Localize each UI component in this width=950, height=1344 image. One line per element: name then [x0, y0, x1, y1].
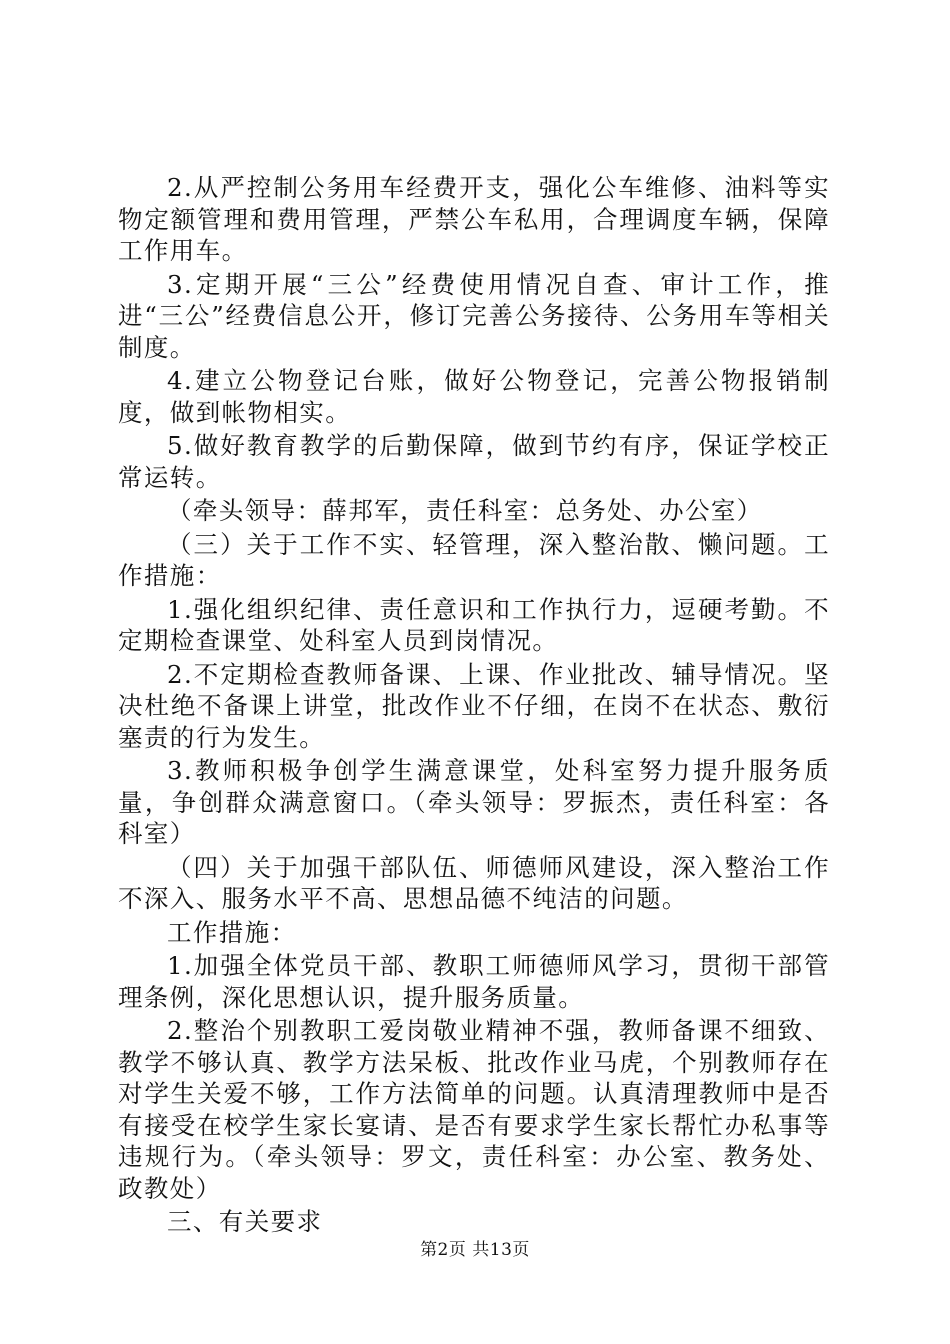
paragraph-11-measures-label: 工作措施：	[167, 917, 297, 947]
paragraph-3: 4.建立公物登记台账，做好公物登记，完善公物报销制度，做到帐物相实。	[118, 366, 830, 427]
page-number-footer: 第2页 共13页	[420, 1240, 530, 1260]
paragraph-10-section-heading: （四）关于加强干部队伍、师德师风建设，深入整治工作不深入、服务水平不高、思想品德不纯洁的问题。	[118, 852, 830, 913]
paragraph-4: 5.做好教育教学的后勤保障，做到节约有序，保证学校正常运转。	[118, 431, 830, 492]
paragraph-8: 2.不定期检查教师备课、上课、作业批改、辅导情况。坚决杜绝不备课上讲堂，批改作业不仔细，在岗不在状态、敷衍塞责的行为发生。	[118, 659, 830, 752]
paragraph-14-section-heading: 三、有关要求	[167, 1207, 323, 1236]
paragraph-6-section-heading: （三）关于工作不实、轻管理，深入整治散、懒问题。工作措施：	[118, 529, 830, 590]
paragraph-7: 1.强化组织纪律、责任意识和工作执行力，逗硬考勤。不定期检查课堂、处科室人员到岗情况。	[118, 594, 830, 655]
paragraph-13: 2.整治个别教职工爱岗敬业精神不强，教师备课不细致、教学不够认真、教学方法呆板、批改作业马虎，个别教师存在对学生关爱不够，工作方法简单的问题。认真清理教师中是否有接受在校学生家长宴请、是否有要求学生家长帮忙办私事等违规行为。（牵头领导：罗文，责任科室：办公室、教务处、政教处）	[118, 1016, 830, 1203]
paragraph-1: 2.从严控制公务用车经费开支，强化公车维修、油料等实物定额管理和费用管理，严禁公车私用，合理调度车辆，保障工作用车。	[118, 173, 830, 265]
paragraph-12: 1.加强全体党员干部、教职工师德师风学习，贯彻干部管理条例，深化思想认识，提升服务质量。	[118, 951, 830, 1012]
paragraph-9: 3.教师积极争创学生满意课堂，处科室努力提升服务质量，争创群众满意窗口。（牵头领导：罗振杰，责任科室：各科室）	[118, 756, 830, 848]
document-body	[118, 172, 830, 1238]
paragraph-5-lead-note: （牵头领导：薛邦军，责任科室：总务处、办公室）	[167, 496, 763, 525]
paragraph-2: 3.定期开展“三公”经费使用情况自查、审计工作，推进“三公”经费信息公开，修订完善公务接待、公务用车等相关制度。	[118, 269, 830, 362]
